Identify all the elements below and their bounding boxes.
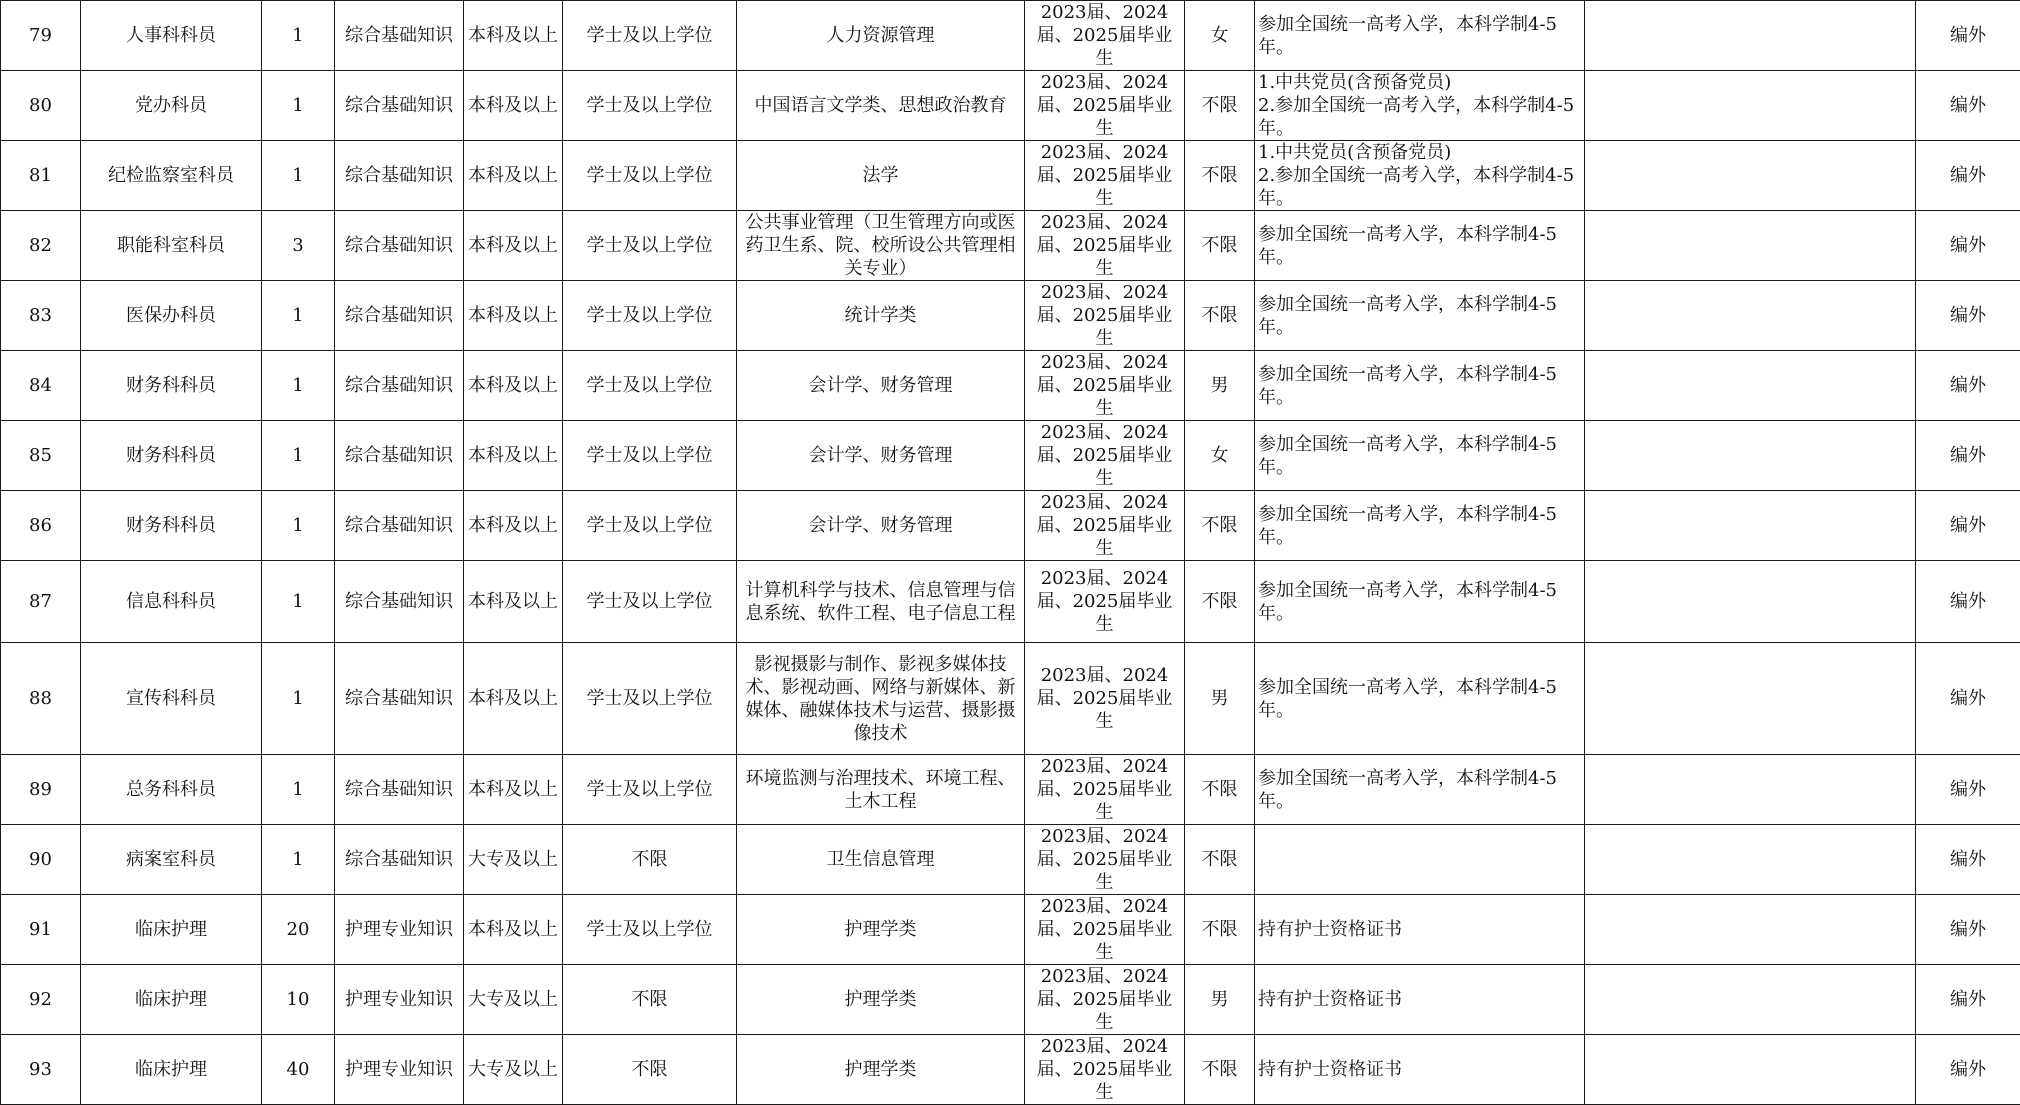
cell-degree: 不限: [563, 965, 737, 1035]
cell-degree: 学士及以上学位: [563, 71, 737, 141]
cell-major: 计算机科学与技术、信息管理与信息系统、软件工程、电子信息工程: [737, 561, 1025, 643]
cell-position-title: 临床护理: [81, 895, 262, 965]
cell-headcount: 1: [262, 421, 335, 491]
table-row: [1, 1035, 2020, 1105]
cell-staffing-type: 编外: [1916, 561, 2020, 643]
cell-education: 本科及以上: [464, 1, 563, 71]
cell-other-requirements: 参加全国统一高考入学，本科学制4-5年。: [1255, 421, 1585, 491]
cell-staffing-type: 编外: [1916, 351, 2020, 421]
cell-degree: 学士及以上学位: [563, 895, 737, 965]
cell-staffing-type: 编外: [1916, 491, 2020, 561]
cell-education: 本科及以上: [464, 755, 563, 825]
cell-gender: 男: [1185, 965, 1255, 1035]
cell-education: 本科及以上: [464, 491, 563, 561]
table-row: [1, 561, 2020, 643]
cell-other-requirements: 参加全国统一高考入学，本科学制4-5年。: [1255, 211, 1585, 281]
cell-graduation-year: 2023届、2024届、2025届毕业生: [1025, 281, 1185, 351]
cell-gender: 不限: [1185, 141, 1255, 211]
table-row: [1, 421, 2020, 491]
cell-headcount: 1: [262, 643, 335, 755]
cell-other-requirements: 参加全国统一高考入学，本科学制4-5年。: [1255, 755, 1585, 825]
cell-staffing-type: 编外: [1916, 965, 2020, 1035]
cell-position-title: 总务科科员: [81, 755, 262, 825]
cell-exam-subject: 综合基础知识: [335, 561, 464, 643]
cell-education: 本科及以上: [464, 895, 563, 965]
cell-staffing-type: 编外: [1916, 895, 2020, 965]
table-row: [1, 491, 2020, 561]
cell-gender: 不限: [1185, 895, 1255, 965]
cell-degree: 学士及以上学位: [563, 281, 737, 351]
cell-headcount: 20: [262, 895, 335, 965]
cell-education: 本科及以上: [464, 281, 563, 351]
cell-remarks: [1585, 211, 1916, 281]
cell-exam-subject: 综合基础知识: [335, 755, 464, 825]
table-row: [1, 895, 2020, 965]
cell-number: 83: [1, 281, 81, 351]
cell-degree: 学士及以上学位: [563, 421, 737, 491]
cell-graduation-year: 2023届、2024届、2025届毕业生: [1025, 965, 1185, 1035]
cell-headcount: 1: [262, 71, 335, 141]
cell-major: 会计学、财务管理: [737, 351, 1025, 421]
cell-gender: 男: [1185, 351, 1255, 421]
cell-remarks: [1585, 351, 1916, 421]
cell-gender: 不限: [1185, 491, 1255, 561]
cell-graduation-year: 2023届、2024届、2025届毕业生: [1025, 421, 1185, 491]
cell-exam-subject: 护理专业知识: [335, 965, 464, 1035]
cell-gender: 女: [1185, 421, 1255, 491]
cell-education: 大专及以上: [464, 825, 563, 895]
cell-other-requirements: 参加全国统一高考入学，本科学制4-5年。: [1255, 643, 1585, 755]
cell-number: 85: [1, 421, 81, 491]
cell-staffing-type: 编外: [1916, 643, 2020, 755]
cell-degree: 学士及以上学位: [563, 561, 737, 643]
cell-staffing-type: 编外: [1916, 141, 2020, 211]
cell-major: 环境监测与治理技术、环境工程、土木工程: [737, 755, 1025, 825]
cell-number: 79: [1, 1, 81, 71]
cell-number: 84: [1, 351, 81, 421]
cell-headcount: 10: [262, 965, 335, 1035]
cell-remarks: [1585, 643, 1916, 755]
cell-number: 91: [1, 895, 81, 965]
cell-degree: 学士及以上学位: [563, 1, 737, 71]
cell-other-requirements: [1255, 825, 1585, 895]
cell-other-requirements: 1.中共党员(含预备党员) 2.参加全国统一高考入学，本科学制4-5年。: [1255, 71, 1585, 141]
cell-education: 本科及以上: [464, 351, 563, 421]
cell-other-requirements: 参加全国统一高考入学，本科学制4-5年。: [1255, 561, 1585, 643]
cell-position-title: 职能科室科员: [81, 211, 262, 281]
cell-major: 护理学类: [737, 895, 1025, 965]
cell-number: 80: [1, 71, 81, 141]
cell-graduation-year: 2023届、2024届、2025届毕业生: [1025, 351, 1185, 421]
cell-graduation-year: 2023届、2024届、2025届毕业生: [1025, 211, 1185, 281]
table-row: [1, 1, 2020, 71]
cell-headcount: 1: [262, 281, 335, 351]
cell-position-title: 病案室科员: [81, 825, 262, 895]
table-row: [1, 965, 2020, 1035]
cell-gender: 不限: [1185, 211, 1255, 281]
cell-remarks: [1585, 71, 1916, 141]
cell-major: 护理学类: [737, 965, 1025, 1035]
table-body: [1, 1, 2020, 1105]
cell-exam-subject: 综合基础知识: [335, 491, 464, 561]
cell-graduation-year: 2023届、2024届、2025届毕业生: [1025, 141, 1185, 211]
cell-graduation-year: 2023届、2024届、2025届毕业生: [1025, 895, 1185, 965]
cell-number: 88: [1, 643, 81, 755]
table-row: [1, 71, 2020, 141]
cell-major: 中国语言文学类、思想政治教育: [737, 71, 1025, 141]
cell-staffing-type: 编外: [1916, 1, 2020, 71]
cell-remarks: [1585, 965, 1916, 1035]
cell-remarks: [1585, 1035, 1916, 1105]
cell-major: 影视摄影与制作、影视多媒体技术、影视动画、网络与新媒体、新媒体、融媒体技术与运营、摄影摄像技术: [737, 643, 1025, 755]
cell-other-requirements: 参加全国统一高考入学，本科学制4-5年。: [1255, 1, 1585, 71]
cell-gender: 不限: [1185, 755, 1255, 825]
table-row: [1, 281, 2020, 351]
cell-headcount: 1: [262, 755, 335, 825]
cell-number: 87: [1, 561, 81, 643]
cell-staffing-type: 编外: [1916, 825, 2020, 895]
cell-gender: 不限: [1185, 825, 1255, 895]
cell-number: 86: [1, 491, 81, 561]
cell-exam-subject: 综合基础知识: [335, 1, 464, 71]
table-row: [1, 643, 2020, 755]
cell-other-requirements: 持有护士资格证书: [1255, 1035, 1585, 1105]
cell-degree: 学士及以上学位: [563, 491, 737, 561]
cell-number: 92: [1, 965, 81, 1035]
cell-position-title: 党办科员: [81, 71, 262, 141]
cell-gender: 不限: [1185, 71, 1255, 141]
cell-staffing-type: 编外: [1916, 71, 2020, 141]
cell-remarks: [1585, 561, 1916, 643]
cell-exam-subject: 综合基础知识: [335, 141, 464, 211]
cell-degree: 不限: [563, 825, 737, 895]
cell-other-requirements: 参加全国统一高考入学，本科学制4-5年。: [1255, 351, 1585, 421]
cell-number: 90: [1, 825, 81, 895]
cell-education: 本科及以上: [464, 141, 563, 211]
cell-other-requirements: 1.中共党员(含预备党员) 2.参加全国统一高考入学，本科学制4-5年。: [1255, 141, 1585, 211]
cell-headcount: 1: [262, 351, 335, 421]
cell-remarks: [1585, 491, 1916, 561]
cell-staffing-type: 编外: [1916, 421, 2020, 491]
cell-gender: 男: [1185, 643, 1255, 755]
cell-other-requirements: 参加全国统一高考入学，本科学制4-5年。: [1255, 281, 1585, 351]
cell-remarks: [1585, 421, 1916, 491]
cell-degree: 不限: [563, 1035, 737, 1105]
cell-headcount: 1: [262, 1, 335, 71]
table-row: [1, 351, 2020, 421]
cell-position-title: 财务科科员: [81, 421, 262, 491]
cell-major: 统计学类: [737, 281, 1025, 351]
cell-position-title: 信息科科员: [81, 561, 262, 643]
cell-education: 大专及以上: [464, 965, 563, 1035]
cell-headcount: 40: [262, 1035, 335, 1105]
cell-headcount: 1: [262, 561, 335, 643]
cell-headcount: 1: [262, 491, 335, 561]
table-row: [1, 211, 2020, 281]
table-row: [1, 141, 2020, 211]
cell-position-title: 临床护理: [81, 1035, 262, 1105]
cell-staffing-type: 编外: [1916, 281, 2020, 351]
cell-graduation-year: 2023届、2024届、2025届毕业生: [1025, 1, 1185, 71]
cell-exam-subject: 护理专业知识: [335, 895, 464, 965]
cell-position-title: 医保办科员: [81, 281, 262, 351]
cell-exam-subject: 综合基础知识: [335, 643, 464, 755]
cell-graduation-year: 2023届、2024届、2025届毕业生: [1025, 643, 1185, 755]
cell-remarks: [1585, 1, 1916, 71]
cell-gender: 不限: [1185, 1035, 1255, 1105]
cell-major: 人力资源管理: [737, 1, 1025, 71]
cell-number: 82: [1, 211, 81, 281]
table-row: [1, 825, 2020, 895]
cell-graduation-year: 2023届、2024届、2025届毕业生: [1025, 825, 1185, 895]
cell-degree: 学士及以上学位: [563, 755, 737, 825]
cell-number: 89: [1, 755, 81, 825]
cell-exam-subject: 综合基础知识: [335, 281, 464, 351]
cell-remarks: [1585, 141, 1916, 211]
cell-remarks: [1585, 825, 1916, 895]
cell-education: 本科及以上: [464, 561, 563, 643]
cell-gender: 不限: [1185, 281, 1255, 351]
cell-position-title: 财务科科员: [81, 491, 262, 561]
cell-exam-subject: 综合基础知识: [335, 825, 464, 895]
cell-position-title: 财务科科员: [81, 351, 262, 421]
cell-gender: 女: [1185, 1, 1255, 71]
cell-position-title: 临床护理: [81, 965, 262, 1035]
cell-major: 卫生信息管理: [737, 825, 1025, 895]
cell-education: 本科及以上: [464, 643, 563, 755]
cell-graduation-year: 2023届、2024届、2025届毕业生: [1025, 71, 1185, 141]
cell-number: 93: [1, 1035, 81, 1105]
cell-major: 会计学、财务管理: [737, 491, 1025, 561]
cell-other-requirements: 参加全国统一高考入学，本科学制4-5年。: [1255, 491, 1585, 561]
cell-degree: 学士及以上学位: [563, 211, 737, 281]
cell-remarks: [1585, 755, 1916, 825]
cell-major: 法学: [737, 141, 1025, 211]
cell-staffing-type: 编外: [1916, 755, 2020, 825]
cell-remarks: [1585, 281, 1916, 351]
cell-other-requirements: 持有护士资格证书: [1255, 965, 1585, 1035]
cell-other-requirements: 持有护士资格证书: [1255, 895, 1585, 965]
cell-degree: 学士及以上学位: [563, 351, 737, 421]
cell-major: 会计学、财务管理: [737, 421, 1025, 491]
cell-position-title: 人事科科员: [81, 1, 262, 71]
cell-headcount: 1: [262, 825, 335, 895]
cell-degree: 学士及以上学位: [563, 643, 737, 755]
cell-major: 护理学类: [737, 1035, 1025, 1105]
cell-education: 大专及以上: [464, 1035, 563, 1105]
cell-major: 公共事业管理（卫生管理方向或医药卫生系、院、校所设公共管理相关专业）: [737, 211, 1025, 281]
cell-exam-subject: 综合基础知识: [335, 211, 464, 281]
cell-gender: 不限: [1185, 561, 1255, 643]
cell-staffing-type: 编外: [1916, 211, 2020, 281]
cell-education: 本科及以上: [464, 211, 563, 281]
cell-graduation-year: 2023届、2024届、2025届毕业生: [1025, 491, 1185, 561]
cell-headcount: 1: [262, 141, 335, 211]
cell-exam-subject: 综合基础知识: [335, 421, 464, 491]
cell-staffing-type: 编外: [1916, 1035, 2020, 1105]
cell-education: 本科及以上: [464, 71, 563, 141]
cell-exam-subject: 护理专业知识: [335, 1035, 464, 1105]
cell-headcount: 3: [262, 211, 335, 281]
cell-position-title: 纪检监察室科员: [81, 141, 262, 211]
cell-exam-subject: 综合基础知识: [335, 351, 464, 421]
cell-remarks: [1585, 895, 1916, 965]
cell-number: 81: [1, 141, 81, 211]
cell-graduation-year: 2023届、2024届、2025届毕业生: [1025, 1035, 1185, 1105]
table-row: [1, 755, 2020, 825]
cell-exam-subject: 综合基础知识: [335, 71, 464, 141]
cell-graduation-year: 2023届、2024届、2025届毕业生: [1025, 755, 1185, 825]
cell-degree: 学士及以上学位: [563, 141, 737, 211]
cell-graduation-year: 2023届、2024届、2025届毕业生: [1025, 561, 1185, 643]
cell-education: 本科及以上: [464, 421, 563, 491]
cell-position-title: 宣传科科员: [81, 643, 262, 755]
